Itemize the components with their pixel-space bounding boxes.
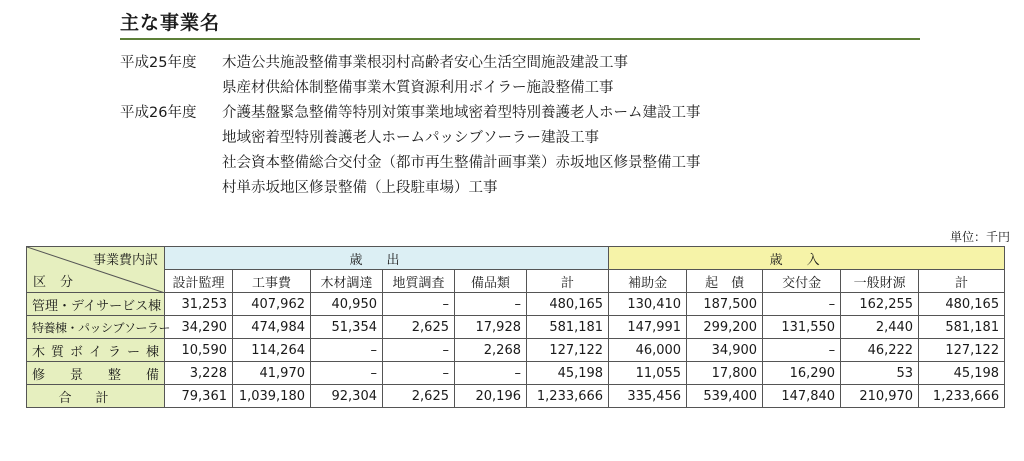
value-cell: – bbox=[383, 339, 455, 362]
value-cell: 53 bbox=[841, 362, 919, 385]
value-cell: 79,361 bbox=[165, 385, 233, 408]
value-cell: 127,122 bbox=[919, 339, 1005, 362]
corner-cell bbox=[27, 247, 165, 293]
subheader-row bbox=[27, 270, 1005, 293]
value-cell: 2,268 bbox=[455, 339, 527, 362]
value-cell: 46,222 bbox=[841, 339, 919, 362]
project-year: 平成25年度 bbox=[120, 55, 197, 71]
project-name: 木造公共施設整備事業根羽村高齢者安心生活空間施設建設工事 bbox=[222, 55, 628, 71]
value-cell: 20,196 bbox=[455, 385, 527, 408]
value-cell: 480,165 bbox=[919, 293, 1005, 316]
value-cell: 16,290 bbox=[763, 362, 841, 385]
value-cell: 162,255 bbox=[841, 293, 919, 316]
project-item bbox=[120, 174, 701, 199]
value-cell: 299,200 bbox=[687, 316, 763, 339]
value-cell: 51,354 bbox=[311, 316, 383, 339]
value-cell: 34,900 bbox=[687, 339, 763, 362]
column-header: 工事費 bbox=[233, 270, 311, 293]
column-header: 計 bbox=[919, 270, 1005, 293]
value-cell: 2,440 bbox=[841, 316, 919, 339]
column-header: 地質調査 bbox=[383, 270, 455, 293]
value-cell: – bbox=[763, 339, 841, 362]
value-cell: 17,800 bbox=[687, 362, 763, 385]
unit-label: 単位：千円 bbox=[949, 230, 1010, 244]
value-cell: 40,950 bbox=[311, 293, 383, 316]
column-header: 備品類 bbox=[455, 270, 527, 293]
category-cell: 修景整備 bbox=[27, 362, 165, 385]
value-cell: – bbox=[455, 293, 527, 316]
value-cell: 3,228 bbox=[165, 362, 233, 385]
value-cell: 581,181 bbox=[919, 316, 1005, 339]
value-cell: 147,991 bbox=[609, 316, 687, 339]
value-cell: 92,304 bbox=[311, 385, 383, 408]
value-cell: 131,550 bbox=[763, 316, 841, 339]
table-row bbox=[27, 339, 1005, 362]
value-cell: – bbox=[383, 293, 455, 316]
value-cell: 407,962 bbox=[233, 293, 311, 316]
project-name: 社会資本整備総合交付金（都市再生整備計画事業）赤坂地区修景整備工事 bbox=[222, 155, 701, 171]
value-cell: 41,970 bbox=[233, 362, 311, 385]
category-cell: 特養棟・パッシブソーラー bbox=[27, 316, 165, 339]
value-cell: 17,928 bbox=[455, 316, 527, 339]
table-row bbox=[27, 293, 1005, 316]
value-cell: 34,290 bbox=[165, 316, 233, 339]
value-cell: 1,039,180 bbox=[233, 385, 311, 408]
header-row bbox=[27, 247, 1005, 270]
table-row bbox=[27, 362, 1005, 385]
value-cell: 335,456 bbox=[609, 385, 687, 408]
value-cell: 187,500 bbox=[687, 293, 763, 316]
corner-bottom-label: 区分 bbox=[33, 275, 88, 290]
value-cell: – bbox=[383, 362, 455, 385]
value-cell: 539,400 bbox=[687, 385, 763, 408]
table-row bbox=[27, 316, 1005, 339]
value-cell: 45,198 bbox=[919, 362, 1005, 385]
value-cell: 147,840 bbox=[763, 385, 841, 408]
value-cell: – bbox=[455, 362, 527, 385]
value-cell: 31,253 bbox=[165, 293, 233, 316]
value-cell: – bbox=[311, 339, 383, 362]
value-cell: – bbox=[311, 362, 383, 385]
project-item bbox=[120, 99, 701, 124]
value-cell: – bbox=[763, 293, 841, 316]
value-cell: 130,410 bbox=[609, 293, 687, 316]
expenditure-header: 歳出 bbox=[165, 247, 609, 270]
project-name: 県産材供給体制整備事業木質資源利用ボイラー施設整備工事 bbox=[222, 80, 614, 96]
value-cell: 46,000 bbox=[609, 339, 687, 362]
category-cell: 木質ボイラー棟 bbox=[27, 339, 165, 362]
project-year: 平成26年度 bbox=[120, 105, 197, 121]
budget-table bbox=[26, 246, 1005, 408]
column-header: 補助金 bbox=[609, 270, 687, 293]
column-header: 木材調達 bbox=[311, 270, 383, 293]
revenue-header: 歳入 bbox=[609, 247, 1005, 270]
project-name: 介護基盤緊急整備等特別対策事業地域密着型特別養護老人ホーム建設工事 bbox=[222, 105, 701, 121]
value-cell: 480,165 bbox=[527, 293, 609, 316]
value-cell: 581,181 bbox=[527, 316, 609, 339]
value-cell: 11,055 bbox=[609, 362, 687, 385]
category-cell: 管理・デイサービス棟 bbox=[27, 293, 165, 316]
project-item bbox=[120, 49, 701, 74]
corner-top-label: 事業費内訳 bbox=[92, 253, 158, 268]
value-cell: 2,625 bbox=[383, 385, 455, 408]
value-cell: 474,984 bbox=[233, 316, 311, 339]
project-item bbox=[120, 74, 701, 99]
value-cell: 2,625 bbox=[383, 316, 455, 339]
project-name: 地域密着型特別養護老人ホームパッシブソーラー建設工事 bbox=[222, 130, 599, 146]
project-name: 村単赤坂地区修景整備（上段駐車場）工事 bbox=[222, 180, 498, 196]
value-cell: 45,198 bbox=[527, 362, 609, 385]
total-row bbox=[27, 385, 1005, 408]
value-cell: 127,122 bbox=[527, 339, 609, 362]
value-cell: 210,970 bbox=[841, 385, 919, 408]
column-header: 起 債 bbox=[687, 270, 763, 293]
project-item bbox=[120, 124, 701, 149]
page-title: 主な事業名 bbox=[120, 8, 920, 40]
category-cell: 合計 bbox=[27, 385, 165, 408]
column-header: 一般財源 bbox=[841, 270, 919, 293]
value-cell: 114,264 bbox=[233, 339, 311, 362]
value-cell: 1,233,666 bbox=[919, 385, 1005, 408]
value-cell: 10,590 bbox=[165, 339, 233, 362]
column-header: 設計監理 bbox=[165, 270, 233, 293]
column-header: 交付金 bbox=[763, 270, 841, 293]
column-header: 計 bbox=[527, 270, 609, 293]
project-list bbox=[120, 49, 701, 199]
project-item bbox=[120, 149, 701, 174]
value-cell: 1,233,666 bbox=[527, 385, 609, 408]
